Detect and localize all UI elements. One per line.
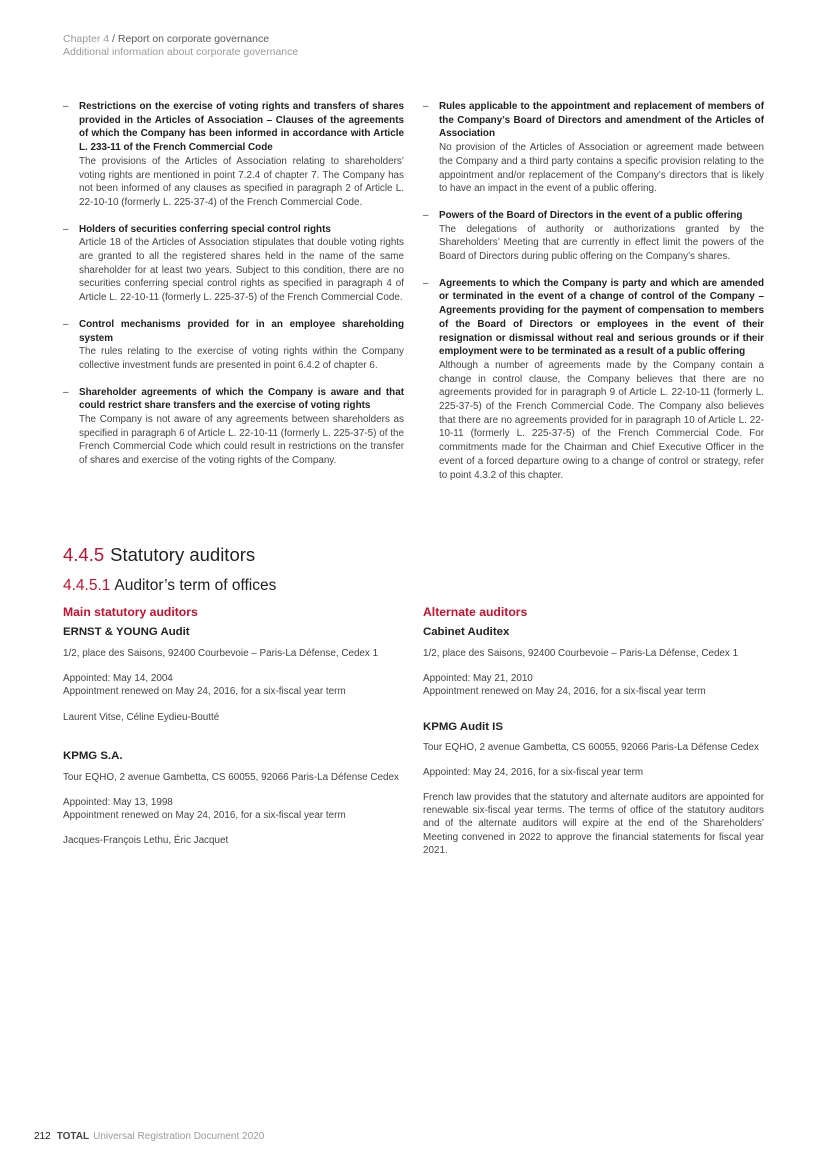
auditor-partners: Laurent Vitse, Céline Eydieu-Boutté [63,711,220,723]
dash-bullet: – [63,101,69,112]
dash-bullet: – [423,101,429,112]
list-item [63,386,404,468]
auditor-address: Tour EQHO, 2 avenue Gambetta, CS 60055, 92066 Paris-La Défense Cedex [423,741,759,753]
main-auditors [63,604,404,848]
section-title [63,544,255,566]
item-body: The rules relating to the exercise of voting rights within the Company collective investment funds are presented in point 6.4.2 of chapter 6. [79,346,404,371]
item-body: The delegations of authority or authorizations granted by the Shareholders’ Meeting that are currently in effect limit the powers of the Board of Directors during public offering on the Company’s shares. [439,223,764,263]
header-subtitle: Additional information about corporate governance [63,46,299,58]
main-auditors-heading: Main statutory auditors [63,605,198,619]
auditor-renewed: Appointment renewed on May 24, 2016, for a six-fiscal year term [63,686,346,698]
auditor-name: KPMG Audit IS [423,720,503,733]
alternate-auditors [423,604,764,857]
alternate-auditors-heading: Alternate auditors [423,605,528,619]
item-title: Restrictions on the exercise of voting rights and transfers of shares provided in the Articles of Association – Clauses of the agreements of which the Company has been informed in accordance with Article L. 233-11 of the French Commercial Code [79,101,404,154]
header-chapter-line [63,33,298,46]
item-body: The provisions of the Articles of Association relating to shareholders’ voting rights are mentioned in point 7.2.4 of chapter 7. The Company has not been informed of any clauses as specified in paragraph 2 of Article L. 22-10-10 (formerly L. 225-37-4) of the French Commercial Code. [79,155,404,208]
left-column [63,100,404,481]
header-chapter: Chapter 4 [63,33,110,45]
item-body: No provision of the Articles of Association or agreement made between the Company and a third party contains a specific provision relating to the appointment and/or replacement of the Company’s directors that is likely to have an impact in the event of a public offering. [439,142,764,195]
section-title-text: Statutory auditors [110,544,256,565]
auditor-appointed: Appointed: May 21, 2010 [423,673,533,685]
list-item [63,223,404,305]
dash-bullet: – [423,209,429,221]
auditor-address: 1/2, place des Saisons, 92400 Courbevoie – Paris-La Défense, Cedex 1 [63,648,379,659]
auditor-name: ERNST & YOUNG Audit [63,626,190,638]
auditor-renewed: Appointment renewed on May 24, 2016, for a six-fiscal year term [63,810,346,822]
section-number: 4.4.5 [63,544,105,565]
auditor-name: KPMG S.A. [63,749,123,762]
item-body: Although a number of agreements made by the Company contain a change in control clause, the Company believes that there are no agreements provided for in paragraph 9 of Article L. 22-10-11 (formerly L. 225-37-5) of the French Commercial Code. The Company also believes that there are no agreements provided for in paragraph 10 of Article L. 22-10-11 (formerly L. 225-37-5) of the French Commercial Code. For commitments made for the Chairman and Chief Executive Officer in the event of a forced departure owing to a change of control or strategy, refer to point 4.3.2 of this chapter. [439,359,764,481]
auditors-note: French law provides that the statutory and alternate auditors are appointed for renewable six-fiscal year terms. The terms of office of the statutory auditors and of the alternate auditors will expire at the end of the Shareholders’ Meeting convened in 2022 to approve the financial statements for fiscal year 2021. [423,792,764,856]
list-item [63,100,404,210]
page-footer [34,1131,264,1142]
subsection-title-text: Auditor’s term of offices [114,577,277,594]
item-title: Shareholder agreements of which the Company is aware and that could restrict share transfers and the exercise of voting rights [79,386,404,412]
dash-bullet: – [423,277,429,289]
auditor-appointed: Appointed: May 24, 2016, for a six-fiscal year term [423,766,644,778]
auditor-address: Tour EQHO, 2 avenue Gambetta, CS 60055, 92066 Paris-La Défense Cedex [63,771,399,783]
item-title: Rules applicable to the appointment and replacement of members of the Company’s Board of Directors and amendment of the Articles of Association [439,101,764,140]
auditor-appointed: Appointed: May 13, 1998 [63,797,173,809]
item-title: Agreements to which the Company is party and which are amended or terminated in the event of a change of control of the Company – Agreements providing for the payment of compensation to members of the Board of Directors or employees in the event of their resignation or dismissal without real and serious grounds or if their employment were to be terminated as a result of a public offering [439,277,764,358]
item-title: Powers of the Board of Directors in the event of a public offering [439,209,743,221]
right-column [423,100,764,495]
header-report: Report on corporate governance [117,33,270,45]
item-title: Control mechanisms provided for in an employee shareholding system [79,318,404,344]
dash-bullet: – [63,386,69,398]
list-item [63,318,404,373]
subsection-number: 4.4.5.1 [63,577,111,594]
footer-document-title: Universal Registration Document 2020 [93,1131,265,1142]
page-number: 212 [34,1131,51,1142]
list-item [423,209,764,264]
item-body: The Company is not aware of any agreements between shareholders as specified in paragraph 6 of Article L. 22-10-11 (formerly L. 225-37-5) of the French Commercial Code which could result in restrictions on the transfer of shares and exercise of the voting rights of the Company. [79,414,404,467]
subsection-title [63,577,276,595]
auditor-name: Cabinet Auditex [423,626,510,638]
auditor-address: 1/2, place des Saisons, 92400 Courbevoie – Paris-La Défense, Cedex 1 [423,648,739,659]
dash-bullet: – [63,318,69,330]
list-item [423,100,764,196]
list-item [423,277,764,483]
footer-brand: TOTAL [56,1131,90,1142]
dash-bullet: – [63,223,69,235]
header-separator: / [109,33,118,45]
auditor-renewed: Appointment renewed on May 24, 2016, for a six-fiscal year term [423,686,706,698]
item-title: Holders of securities conferring special control rights [79,223,331,235]
item-body: Article 18 of the Articles of Association stipulates that double voting rights are granted to all the registered shares held in the name of the same shareholder for at least two years. Subject to this condition, there are no securities conferring special control rights as specified in paragraph 4 of Article L. 22-10-11 (formerly L. 225-37-5) of the French Commercial Code. [79,237,404,304]
page-header [63,33,298,59]
auditor-appointed: Appointed: May 14, 2004 [63,673,173,685]
auditor-partners: Jacques-François Lethu, Éric Jacquet [63,835,229,847]
